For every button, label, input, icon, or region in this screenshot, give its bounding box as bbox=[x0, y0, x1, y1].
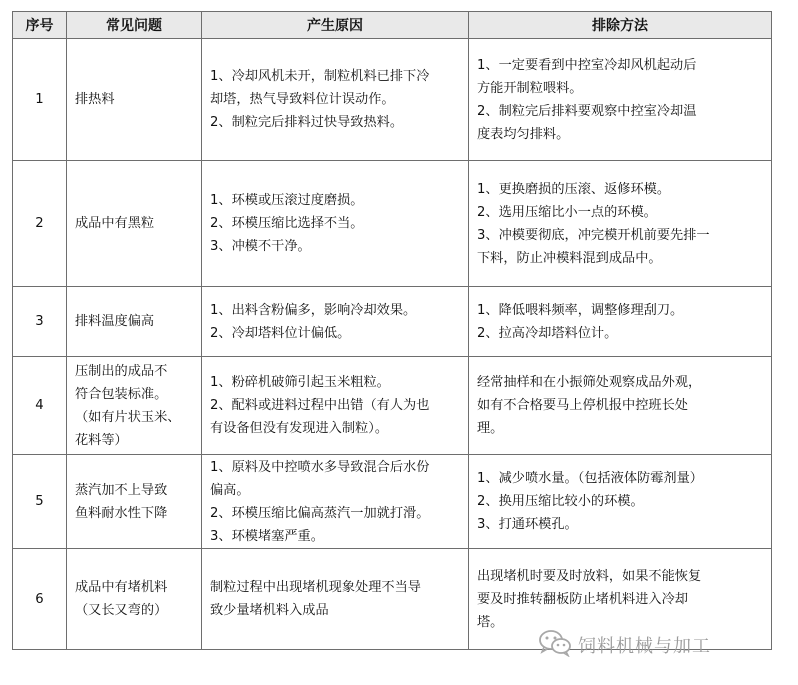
cause-line: 3、冲模不干净。 bbox=[210, 239, 311, 254]
cause-line: 1、粉碎机破筛引起玉米粗粒。 bbox=[210, 375, 390, 390]
problem-cell bbox=[67, 39, 202, 161]
fix-line: 度表均匀排料。 bbox=[477, 126, 570, 142]
problem-line: 鱼料耐水性下降 bbox=[75, 505, 168, 521]
watermark bbox=[538, 625, 711, 665]
cause-line: 3、环模堵塞严重。 bbox=[210, 528, 324, 544]
fix-line: 下料，防止冲模料混到成品中。 bbox=[477, 250, 662, 266]
problem-line: 成品中有黑粒 bbox=[75, 216, 155, 231]
cause-cell bbox=[202, 287, 469, 357]
fix-cell bbox=[469, 287, 772, 357]
row-number: 1 bbox=[13, 39, 67, 161]
cause-line: 1、原料及中控喷水多导致混合后水份 bbox=[210, 459, 430, 475]
header-fix: 排除方法 bbox=[469, 12, 772, 39]
cause-line: 1、环模或压滚过度磨损。 bbox=[210, 193, 364, 208]
fix-line: 如有不合格要马上停机报中控班长处 bbox=[477, 398, 688, 413]
troubleshooting-table bbox=[12, 11, 772, 650]
cause-line: 有设备但没有发现进入制粒）。 bbox=[210, 421, 389, 436]
cause-cell bbox=[202, 455, 469, 549]
problem-cell bbox=[67, 161, 202, 287]
problem-line: （如有片状玉米、 bbox=[75, 409, 181, 425]
cause-cell bbox=[202, 357, 469, 455]
cause-line: 制粒过程中出现堵机现象处理不当导 bbox=[210, 580, 421, 595]
problem-cell bbox=[67, 287, 202, 357]
problem-line: 成品中有堵机料 bbox=[75, 580, 168, 595]
cause-line: 2、环模压缩比偏高蒸汽一加就打滑。 bbox=[210, 505, 430, 521]
cause-line: 却塔，热气导致料位计误动作。 bbox=[210, 92, 395, 107]
fix-cell bbox=[469, 161, 772, 287]
cause-cell bbox=[202, 549, 469, 650]
header-no: 序号 bbox=[13, 12, 67, 39]
header-cause: 产生原因 bbox=[202, 12, 469, 39]
fix-cell bbox=[469, 357, 772, 455]
cause-line: 偏高。 bbox=[210, 482, 250, 498]
row-number: 3 bbox=[13, 287, 67, 357]
watermark-text: 饲料机械与加工 bbox=[578, 636, 711, 657]
fix-line: 3、打通环模孔。 bbox=[477, 517, 578, 532]
cause-line: 2、冷却塔料位计偏低。 bbox=[210, 325, 351, 341]
fix-line: 出现堵机时要及时放料，如果不能恢复 bbox=[477, 568, 702, 584]
cause-line: 2、环模压缩比选择不当。 bbox=[210, 216, 364, 231]
fix-line: 1、一定要看到中控室冷却风机起动后 bbox=[477, 57, 697, 73]
header-row bbox=[13, 12, 772, 39]
problem-cell bbox=[67, 455, 202, 549]
problem-cell bbox=[67, 357, 202, 455]
row-number: 2 bbox=[13, 161, 67, 287]
row-number: 4 bbox=[13, 357, 67, 455]
fix-cell bbox=[469, 455, 772, 549]
cause-line: 1、冷却风机未开，制粒机料已排下冷 bbox=[210, 69, 430, 84]
cause-line: 致少量堵机料入成品 bbox=[210, 603, 329, 618]
fix-line: 2、选用压缩比小一点的环模。 bbox=[477, 204, 657, 220]
problem-line: （又长又弯的） bbox=[75, 603, 168, 618]
row-number: 5 bbox=[13, 455, 67, 549]
problem-line: 压制出的成品不 bbox=[75, 363, 168, 379]
fix-line: 2、拉高冷却塔料位计。 bbox=[477, 325, 618, 341]
fix-line: 1、更换磨损的压滚、返修环模。 bbox=[477, 181, 671, 197]
fix-line: 1、减少喷水量。（包括液体防霉剂量） bbox=[477, 471, 703, 486]
cause-line: 1、出料含粉偏多，影响冷却效果。 bbox=[210, 302, 417, 318]
problem-line: 符合包装标准。 bbox=[75, 386, 168, 402]
problem-line: 排热料 bbox=[75, 92, 115, 107]
problem-line: 花料等） bbox=[75, 432, 128, 448]
cause-cell bbox=[202, 161, 469, 287]
fix-line: 要及时推转翻板防止堵机料进入冷却 bbox=[477, 591, 688, 607]
cause-cell bbox=[202, 39, 469, 161]
cause-line: 2、配料或进料过程中出错（有人为也 bbox=[210, 398, 430, 413]
fix-line: 经常抽样和在小振筛处观察成品外观， bbox=[477, 375, 702, 390]
problem-line: 蒸汽加不上导致 bbox=[75, 482, 168, 498]
table-row bbox=[13, 39, 772, 161]
header-problem: 常见问题 bbox=[67, 12, 202, 39]
problem-cell bbox=[67, 549, 202, 650]
fix-line: 2、制粒完后排料要观察中控室冷却温 bbox=[477, 103, 697, 119]
problem-line: 排料温度偏高 bbox=[75, 314, 155, 329]
fix-line: 3、冲模要彻底，冲完模开机前要先排一 bbox=[477, 227, 710, 243]
fix-cell bbox=[469, 39, 772, 161]
table-row bbox=[13, 287, 772, 357]
cause-line: 2、制粒完后排料过快导致热料。 bbox=[210, 115, 404, 130]
row-number: 6 bbox=[13, 549, 67, 650]
table-row bbox=[13, 161, 772, 287]
fix-line: 1、降低喂料频率，调整修理刮刀。 bbox=[477, 302, 684, 318]
fix-line: 2、换用压缩比较小的环模。 bbox=[477, 494, 644, 509]
fix-line: 理。 bbox=[477, 421, 504, 436]
table-row bbox=[13, 455, 772, 549]
fix-line: 塔。 bbox=[477, 614, 504, 630]
wechat-icon bbox=[538, 629, 572, 661]
fix-line: 方能开制粒喂料。 bbox=[477, 80, 583, 96]
table-row bbox=[13, 357, 772, 455]
